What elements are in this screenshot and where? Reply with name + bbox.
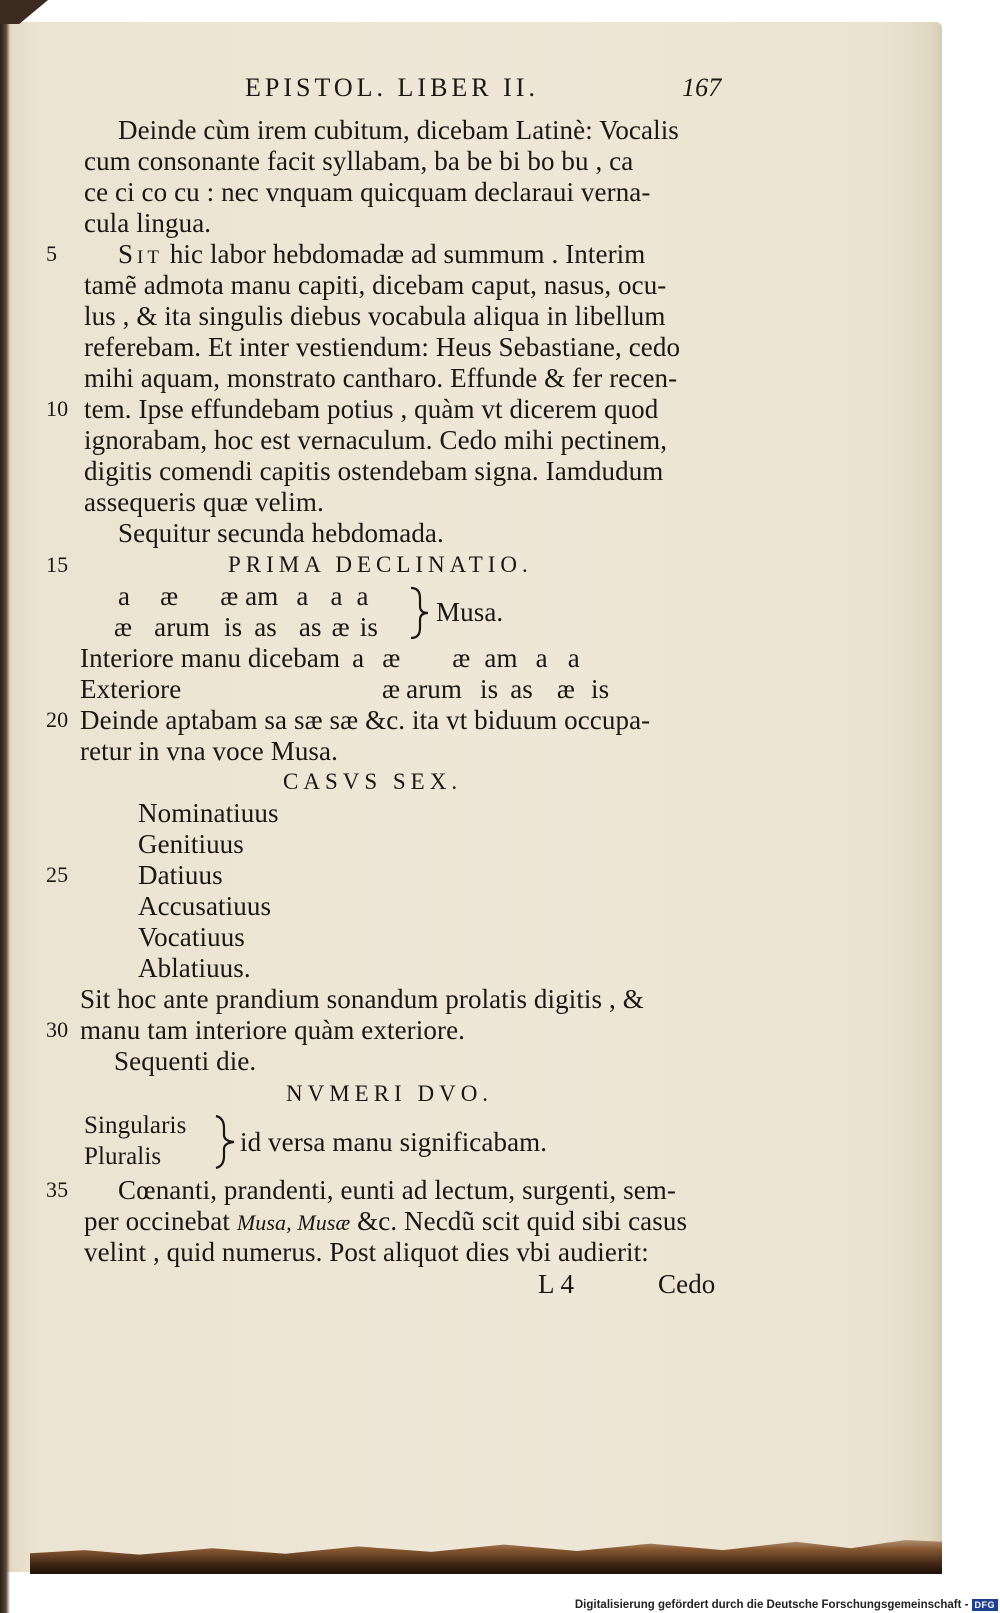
casus-item: Genitiuus bbox=[138, 829, 244, 859]
body-line-text: per occinebat bbox=[84, 1206, 230, 1236]
body-line: mihi aquam, monstrato cantharo. Effunde & fer recen- bbox=[84, 363, 678, 393]
catchword: Cedo bbox=[658, 1269, 716, 1299]
line-number: 5 bbox=[46, 241, 58, 266]
casus-item: Nominatiuus bbox=[138, 798, 279, 828]
casus-item: Accusatiuus bbox=[138, 891, 272, 921]
heading-prima-declinatio: PRIMA DECLINATIO. bbox=[228, 552, 533, 577]
page-number: 167 bbox=[682, 73, 722, 102]
exteriore-values bbox=[382, 673, 609, 705]
casus-item: Datiuus bbox=[138, 860, 223, 890]
body-line: Deinde cùm irem cubitum, dicebam Latinè: Vocalis bbox=[118, 115, 679, 145]
body-line-text: hic labor hebdomadæ ad summum . Interim bbox=[169, 239, 646, 269]
ending: æ bbox=[382, 643, 401, 673]
body-line: tem. Ipse effundebam potius , quàm vt dicerem quod bbox=[84, 394, 659, 424]
footer-text: Digitalisierung gefördert durch die Deutsche Forschungsgemeinschaft - bbox=[574, 1598, 969, 1611]
body-line bbox=[84, 1205, 687, 1239]
body-line: Sequitur secunda hebdomada. bbox=[118, 518, 444, 548]
ending: æ bbox=[452, 643, 471, 673]
ending: as bbox=[254, 612, 277, 642]
ending: æ bbox=[331, 612, 350, 642]
ending: a bbox=[567, 643, 580, 673]
dfg-logo: DFG bbox=[972, 1599, 999, 1611]
ending: is bbox=[224, 612, 243, 642]
line-number: 15 bbox=[46, 552, 69, 577]
italic-musa: Musa, Musæ bbox=[236, 1210, 351, 1235]
exteriore-label: Exteriore bbox=[80, 674, 182, 704]
ending: am bbox=[484, 643, 518, 673]
body-line: digitis comendi capitis ostendebam signa. Iamdudum bbox=[84, 456, 664, 486]
casus-item: Ablatiuus. bbox=[138, 953, 251, 983]
declension-musa: Musa. bbox=[436, 597, 504, 627]
ending: æ bbox=[556, 674, 576, 704]
ending: as bbox=[510, 674, 533, 704]
ending: æ bbox=[160, 581, 179, 611]
digitization-footer bbox=[574, 1596, 998, 1613]
ending: is bbox=[359, 612, 378, 642]
body-line: velint , quid numerus. Post aliquot dies vbi audierit: bbox=[84, 1237, 649, 1267]
ending: is bbox=[591, 674, 610, 704]
numeri-item: Singularis bbox=[84, 1112, 187, 1139]
casus-item: Vocatiuus bbox=[138, 922, 245, 952]
heading-numeri-duo: NVMERI DVO. bbox=[286, 1081, 494, 1106]
body-line: ignorabam, hoc est vernaculum. Cedo mihi pectinem, bbox=[84, 425, 668, 455]
ending: arum bbox=[154, 612, 210, 642]
ending: æ am bbox=[220, 581, 279, 611]
line-number: 35 bbox=[46, 1177, 69, 1202]
ending: a bbox=[535, 643, 548, 673]
body-line: cum consonante facit syllabam, ba be bi bo bu , ca bbox=[84, 146, 634, 176]
declension-row bbox=[114, 611, 378, 643]
heading-casus-sex: CASVS SEX. bbox=[283, 769, 463, 794]
line-number: 10 bbox=[46, 396, 69, 421]
declension-brace bbox=[408, 584, 434, 642]
numeri-brace bbox=[212, 1112, 238, 1170]
ending: a bbox=[352, 643, 365, 673]
body-line: lus , & ita singulis diebus vocabula aliqua in libellum bbox=[84, 301, 666, 331]
body-line: manu tam interiore quàm exteriore. bbox=[80, 1015, 465, 1045]
body-line: Sit hoc ante prandium sonandum prolatis digitis , & bbox=[80, 984, 644, 1014]
ending: a bbox=[296, 581, 309, 611]
ending: a bbox=[118, 581, 131, 611]
line-number: 25 bbox=[46, 862, 69, 887]
ending: a bbox=[356, 581, 369, 611]
body-line: tamẽ admota manu capiti, dicebam caput, nasus, ocu- bbox=[84, 270, 667, 300]
running-title: EPISTOL. LIBER II. bbox=[245, 73, 539, 102]
numeri-item: Pluralis bbox=[84, 1143, 162, 1170]
body-line: retur in vna voce Musa. bbox=[80, 736, 338, 766]
ending: a bbox=[330, 581, 343, 611]
body-line: Deinde aptabam sa sæ sæ &c. ita vt biduum occupa- bbox=[80, 705, 651, 735]
body-line: assequeris quæ velim. bbox=[84, 487, 324, 517]
line-number: 20 bbox=[46, 707, 69, 732]
line-number: 30 bbox=[46, 1017, 69, 1042]
exteriore-line bbox=[80, 673, 181, 705]
signature-mark: L 4 bbox=[538, 1269, 575, 1299]
body-line: cula lingua. bbox=[84, 208, 212, 238]
interiore-line bbox=[80, 642, 580, 674]
interiore-label: Interiore manu dicebam bbox=[80, 643, 341, 673]
ending: æ bbox=[114, 612, 133, 642]
body-line-text: &c. Necdũ scit quid sibi casus bbox=[357, 1206, 688, 1236]
body-line: Sequenti die. bbox=[114, 1046, 257, 1076]
declension-row bbox=[118, 580, 369, 612]
ending: is bbox=[480, 674, 499, 704]
body-line bbox=[118, 238, 645, 270]
body-line: Cœnanti, prandenti, eunti ad lectum, surgenti, sem- bbox=[118, 1175, 676, 1205]
body-line: referebam. Et inter vestiendum: Heus Sebastiane, cedo bbox=[84, 332, 681, 362]
numeri-note: id versa manu significabam. bbox=[240, 1127, 548, 1157]
ending: arum bbox=[406, 674, 462, 704]
body-line: ce ci co cu : nec vnquam quicquam declaraui verna- bbox=[84, 177, 651, 207]
ending: as bbox=[298, 612, 322, 642]
sit-word: Sit bbox=[118, 239, 163, 269]
ending: æ bbox=[382, 674, 401, 704]
